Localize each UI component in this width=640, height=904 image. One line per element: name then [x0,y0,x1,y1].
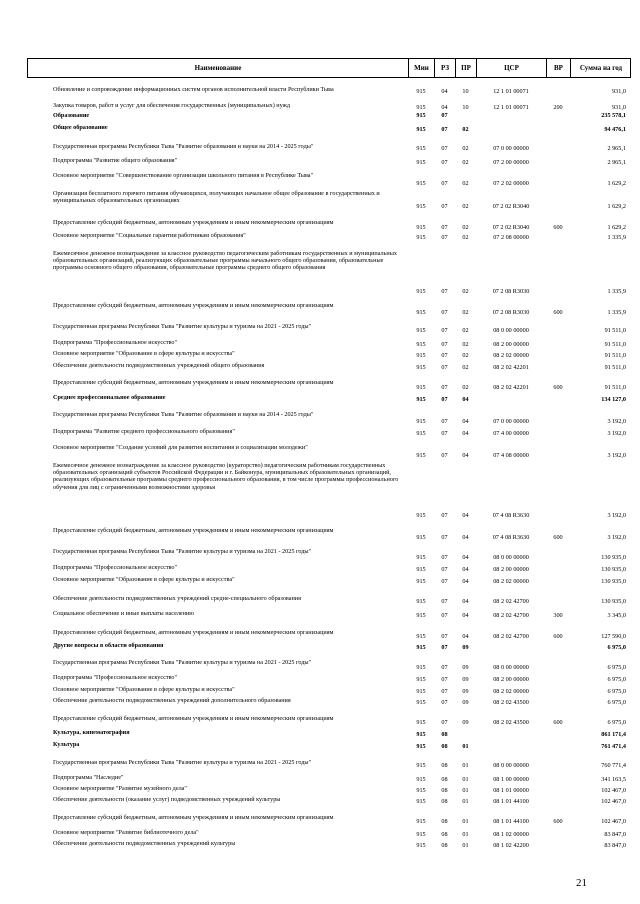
row-sum: 760 771,4 [601,762,626,769]
row-name: Ежемесячное денежное вознаграждение за классное руководство педагогическим работникам государственных и муниципальных образовательных организаций, реализующих образовательные программы начального общего образования, образовательные программы основного общего образования, образовательные программы среднего общего образования [53,250,397,272]
row-name: Основное мероприятие "Социальные гарантии работникам образования" [53,232,246,239]
row-sum: 235 578,1 [601,112,626,119]
row-min: 915 [416,842,426,849]
row-pr: 04 [462,396,469,403]
row-vr: 600 [553,633,563,640]
row-pr: 02 [462,224,469,231]
row-pr: 01 [462,762,469,769]
row-csr: 07 4 08 00000 [493,452,529,459]
row-sum: 127 590,0 [601,633,626,640]
row-pr: 10 [462,88,469,95]
row-sum: 1 629,2 [607,203,626,210]
row-vr: 200 [553,104,563,111]
row-csr: 07 2 08 00000 [493,234,529,241]
row-sum: 130 935,0 [601,598,626,605]
row-min: 915 [416,341,426,348]
row-rz: 08 [441,842,448,849]
header-sum: Сумма на год [570,59,631,77]
row-vr: 600 [553,534,563,541]
row-pr: 01 [462,776,469,783]
row-csr: 08 2 00 00000 [493,676,529,683]
row-pr: 04 [462,566,469,573]
row-min: 915 [416,644,426,651]
row-min: 915 [416,224,426,231]
row-min: 915 [416,327,426,334]
row-pr: 04 [462,633,469,640]
row-rz: 07 [441,719,448,726]
row-name: Предоставление субсидий бюджетным, автономным учреждениям и иным некоммерческим организациям [53,219,334,226]
row-csr: 08 0 00 00000 [493,327,529,334]
row-min: 915 [416,566,426,573]
row-vr: 600 [553,224,563,231]
row-pr: 01 [462,798,469,805]
row-pr: 04 [462,612,469,619]
row-name: Подпрограмма "Наследие" [53,774,124,781]
row-min: 915 [416,364,426,371]
row-vr: 300 [553,612,563,619]
row-min: 915 [416,430,426,437]
row-pr: 09 [462,664,469,671]
row-name: Подпрограмма "Профессиональное искусство" [53,339,178,346]
row-sum: 3 192,0 [607,418,626,425]
row-pr: 02 [462,288,469,295]
row-name: Ежемесячное денежное вознаграждение за классное руководство (кураторство) педагогическим работникам государственных образовательных организаций субъектов Российской Федерации и г. Байконура, муниципальных образовательных организаций, реализующих образовательные программы среднего профессионального образования, в том числе программы профессионального обучения для лиц с ограниченными возможностями здоровья [53,462,399,491]
row-rz: 08 [441,818,448,825]
row-csr: 07 2 02 R3040 [492,224,530,231]
row-pr: 04 [462,430,469,437]
row-sum: 3 192,0 [607,430,626,437]
row-sum: 91 511,0 [604,364,626,371]
row-csr: 08 2 02 42201 [493,384,529,391]
row-csr: 08 1 02 42200 [493,842,529,849]
row-rz: 07 [441,224,448,231]
row-csr: 07 2 00 00000 [493,159,529,166]
row-sum: 931,0 [612,88,626,95]
row-csr: 07 0 00 00000 [493,418,529,425]
row-min: 915 [416,396,426,403]
row-sum: 3 345,0 [607,612,626,619]
row-name: Обеспечение деятельности подведомственных учреждений общего образования [53,362,265,369]
row-name: Обеспечение деятельности подведомственных учреждений дополнительного образования [53,697,291,704]
row-sum: 91 511,0 [604,341,626,348]
row-csr: 08 2 02 00000 [493,688,529,695]
row-rz: 08 [441,787,448,794]
row-min: 915 [416,633,426,640]
row-csr: 07 2 08 R3030 [492,288,530,295]
row-pr: 02 [462,364,469,371]
row-min: 915 [416,512,426,519]
row-pr: 04 [462,512,469,519]
row-name: Организация бесплатного горячего питания обучающихся, получающих начальное общее образование в государственных и муниципальных образовательных организациях [53,190,380,205]
row-csr: 07 4 08 R3630 [492,534,530,541]
row-pr: 09 [462,699,469,706]
row-pr: 04 [462,534,469,541]
row-min: 915 [416,818,426,825]
row-rz: 07 [441,341,448,348]
row-pr: 01 [462,842,469,849]
row-min: 915 [416,664,426,671]
row-name: Основное мероприятие "Развитие библиотечного дела" [53,829,199,836]
row-rz: 07 [441,180,448,187]
row-csr: 08 1 02 00000 [493,831,529,838]
row-csr: 08 2 02 42201 [493,364,529,371]
row-min: 915 [416,384,426,391]
row-rz: 07 [441,364,448,371]
row-pr: 02 [462,327,469,334]
row-pr: 02 [462,145,469,152]
row-min: 915 [416,180,426,187]
row-sum: 6 975,0 [607,676,626,683]
row-vr: 600 [553,309,563,316]
row-sum: 3 192,0 [607,534,626,541]
row-csr: 08 2 02 42700 [493,612,529,619]
row-csr: 08 1 00 00000 [493,776,529,783]
row-min: 915 [416,699,426,706]
row-rz: 08 [441,798,448,805]
row-rz: 07 [441,288,448,295]
row-pr: 01 [462,743,469,750]
row-min: 915 [416,452,426,459]
row-name: Государственная программа Республики Тыва "Развитие культуры и туризма на 2021 - 2025 годы" [53,659,312,666]
row-name: Основное мероприятие "Образование в сфере культуры и искусства" [53,350,235,357]
row-pr: 02 [462,159,469,166]
row-name: Обновление и сопровождение информационных систем органов исполнительной власти Республики Тыва [53,86,334,93]
row-rz: 07 [441,234,448,241]
row-name: Обеспечение деятельности (оказание услуг) подведомственных учреждений культуры [53,796,281,803]
row-rz: 07 [441,566,448,573]
row-pr: 09 [462,644,469,651]
row-rz: 07 [441,452,448,459]
row-rz: 07 [441,664,448,671]
row-sum: 761 471,4 [601,743,626,750]
row-rz: 07 [441,676,448,683]
row-pr: 10 [462,104,469,111]
row-sum: 1 335,9 [607,234,626,241]
row-sum: 130 935,0 [601,566,626,573]
row-csr: 07 2 02 00000 [493,180,529,187]
row-rz: 07 [441,554,448,561]
row-name: Государственная программа Республики Тыва "Развитие культуры и туризма на 2021 - 2025 годы" [53,759,312,766]
row-sum: 3 192,0 [607,512,626,519]
row-pr: 02 [462,234,469,241]
row-sum: 6 975,0 [607,688,626,695]
row-sum: 6 975,0 [607,644,626,651]
row-sum: 3 192,0 [607,452,626,459]
row-sum: 861 171,4 [601,731,626,738]
row-sum: 6 975,0 [607,664,626,671]
row-rz: 07 [441,699,448,706]
row-name: Государственная программа Республики Тыва "Развитие культуры и туризма на 2021 - 2025 годы" [53,323,312,330]
row-csr: 08 2 00 00000 [493,566,529,573]
row-sum: 341 163,5 [601,776,626,783]
row-rz: 07 [441,145,448,152]
row-name: Основное мероприятие "Образование в сфере культуры и искусства" [53,576,235,583]
row-name: Среднее профессиональное образование [53,394,166,401]
row-min: 915 [416,104,426,111]
row-pr: 01 [462,787,469,794]
row-name: Подпрограмма "Профессиональное искусство" [53,674,178,681]
row-csr: 08 1 01 44100 [493,818,529,825]
row-vr: 600 [553,384,563,391]
row-pr: 09 [462,688,469,695]
row-pr: 04 [462,418,469,425]
row-rz: 08 [441,762,448,769]
row-name: Другие вопросы в области образования [53,642,164,649]
row-min: 915 [416,776,426,783]
header-csr: ЦСР [476,59,546,77]
row-pr: 01 [462,818,469,825]
row-name: Предоставление субсидий бюджетным, автономным учреждениям и иным некоммерческим организациям [53,302,334,309]
row-min: 915 [416,159,426,166]
row-min: 915 [416,112,426,119]
row-sum: 1 335,9 [607,288,626,295]
row-min: 915 [416,798,426,805]
row-sum: 2 965,1 [607,145,626,152]
header-min: Мин [408,59,434,77]
row-name: Государственная программа Республики Тыва "Развитие образования и науки на 2014 - 2025 годы" [53,143,314,150]
header-name: Наименование [194,64,242,72]
row-name: Предоставление субсидий бюджетным, автономным учреждениям и иным некоммерческим организациям [53,629,334,636]
row-pr: 04 [462,578,469,585]
row-min: 915 [416,534,426,541]
row-pr: 04 [462,598,469,605]
row-pr: 09 [462,676,469,683]
row-vr: 600 [553,818,563,825]
row-name: Культура [53,741,80,748]
row-sum: 102 467,0 [601,798,626,805]
row-name: Подпрограмма "Профессиональное искусство" [53,564,178,571]
page-number: 21 [576,877,587,889]
row-rz: 07 [441,396,448,403]
row-sum: 102 467,0 [601,818,626,825]
row-min: 915 [416,203,426,210]
row-csr: 08 2 02 43500 [493,699,529,706]
row-name: Обеспечение деятельности подведомственных учреждений средне-специального образования [53,595,301,602]
row-min: 915 [416,352,426,359]
row-csr: 07 4 00 00000 [493,430,529,437]
row-csr: 08 2 02 42700 [493,633,529,640]
row-min: 915 [416,234,426,241]
row-rz: 07 [441,430,448,437]
row-name: Предоставление субсидий бюджетным, автономным учреждениям и иным некоммерческим организациям [53,814,334,821]
row-rz: 07 [441,612,448,619]
row-name: Государственная программа Республики Тыва "Развитие образования и науки на 2014 - 2025 годы" [53,411,314,418]
row-name: Государственная программа Республики Тыва "Развитие культуры и туризма на 2021 - 2025 годы" [53,548,312,555]
row-min: 915 [416,578,426,585]
row-rz: 08 [441,743,448,750]
row-name: Подпрограмма "Развитие общего образования" [53,157,178,164]
row-sum: 102 467,0 [601,787,626,794]
row-pr: 01 [462,831,469,838]
row-sum: 134 127,0 [601,396,626,403]
row-csr: 08 0 00 00000 [493,554,529,561]
row-min: 915 [416,676,426,683]
row-vr: 600 [553,719,563,726]
row-min: 915 [416,787,426,794]
row-sum: 2 965,1 [607,159,626,166]
header-rz: РЗ [434,59,455,77]
row-sum: 1 629,2 [607,180,626,187]
row-sum: 1 629,2 [607,224,626,231]
row-sum: 1 335,9 [607,309,626,316]
header-pr: ПР [455,59,476,77]
row-csr: 08 2 02 00000 [493,578,529,585]
row-rz: 08 [441,776,448,783]
row-rz: 07 [441,534,448,541]
row-rz: 07 [441,126,448,133]
row-csr: 12 1 01 00071 [493,104,529,111]
row-min: 915 [416,288,426,295]
row-sum: 130 935,0 [601,578,626,585]
row-name: Социальное обеспечение и иные выплаты населению [53,610,194,617]
row-sum: 130 935,0 [601,554,626,561]
row-min: 915 [416,598,426,605]
row-pr: 02 [462,352,469,359]
row-rz: 04 [441,88,448,95]
row-name: Основное мероприятие "Развитие музейного дела" [53,785,187,792]
row-min: 915 [416,743,426,750]
row-sum: 931,0 [612,104,626,111]
row-csr: 08 2 02 42700 [493,598,529,605]
row-csr: 07 0 00 00000 [493,145,529,152]
row-min: 915 [416,418,426,425]
row-name: Образование [53,112,90,119]
row-rz: 07 [441,309,448,316]
row-rz: 08 [441,831,448,838]
row-rz: 07 [441,384,448,391]
row-pr: 09 [462,719,469,726]
row-name: Основное мероприятие "Образование в сфере культуры и искусства" [53,686,235,693]
row-name: Предоставление субсидий бюджетным, автономным учреждениям и иным некоммерческим организациям [53,715,334,722]
row-name: Культура, кинематография [53,729,130,736]
row-min: 915 [416,762,426,769]
row-rz: 07 [441,512,448,519]
row-sum: 91 511,0 [604,352,626,359]
row-sum: 91 511,0 [604,384,626,391]
row-name: Обеспечение деятельности подведомственных учреждений культуры [53,840,236,847]
row-pr: 02 [462,203,469,210]
row-min: 915 [416,831,426,838]
row-pr: 04 [462,452,469,459]
row-min: 915 [416,554,426,561]
row-rz: 07 [441,203,448,210]
row-min: 915 [416,309,426,316]
row-name: Общее образование [53,124,108,131]
row-min: 915 [416,88,426,95]
row-name: Предоставление субсидий бюджетным, автономным учреждениям и иным некоммерческим организациям [53,527,334,534]
row-pr: 02 [462,126,469,133]
row-rz: 07 [441,327,448,334]
row-pr: 02 [462,309,469,316]
row-min: 915 [416,731,426,738]
row-csr: 08 0 00 00000 [493,664,529,671]
row-sum: 83 847,0 [604,831,626,838]
header-vr: ВР [546,59,570,77]
row-sum: 6 975,0 [607,719,626,726]
row-rz: 07 [441,688,448,695]
row-min: 915 [416,688,426,695]
row-pr: 04 [462,554,469,561]
row-rz: 07 [441,418,448,425]
row-rz: 08 [441,731,448,738]
row-rz: 07 [441,112,448,119]
row-rz: 07 [441,644,448,651]
row-name: Предоставление субсидий бюджетным, автономным учреждениям и иным некоммерческим организациям [53,379,334,386]
row-csr: 08 1 01 00000 [493,787,529,794]
row-csr: 08 2 02 43500 [493,719,529,726]
row-pr: 02 [462,180,469,187]
row-rz: 04 [441,104,448,111]
row-csr: 08 2 02 00000 [493,352,529,359]
row-pr: 02 [462,384,469,391]
row-pr: 02 [462,341,469,348]
row-csr: 07 4 08 R3630 [492,512,530,519]
row-csr: 08 1 01 44100 [493,798,529,805]
row-name: Основное мероприятие "Создание условий для развития воспитания и социализации молодежи" [53,444,308,451]
row-min: 915 [416,126,426,133]
row-name: Подпрограмма "Развитие среднего профессионального образования" [53,428,235,435]
row-csr: 07 2 02 R3040 [492,203,530,210]
row-rz: 07 [441,598,448,605]
row-rz: 07 [441,633,448,640]
row-rz: 07 [441,159,448,166]
row-name: Закупка товаров, работ и услуг для обеспечения государственных (муниципальных) нужд [53,102,291,109]
row-csr: 07 2 08 R3030 [492,309,530,316]
row-sum: 83 847,0 [604,842,626,849]
row-csr: 08 0 00 00000 [493,762,529,769]
row-sum: 94 476,1 [604,126,626,133]
row-min: 915 [416,612,426,619]
row-sum: 91 511,0 [604,327,626,334]
row-csr: 12 1 01 00071 [493,88,529,95]
row-sum: 6 975,0 [607,699,626,706]
row-min: 915 [416,145,426,152]
row-rz: 07 [441,352,448,359]
row-csr: 08 2 00 00000 [493,341,529,348]
row-rz: 07 [441,578,448,585]
row-name: Основное мероприятие "Совершенствование организации школьного питания в Республике Тыва" [53,172,314,179]
row-min: 915 [416,719,426,726]
